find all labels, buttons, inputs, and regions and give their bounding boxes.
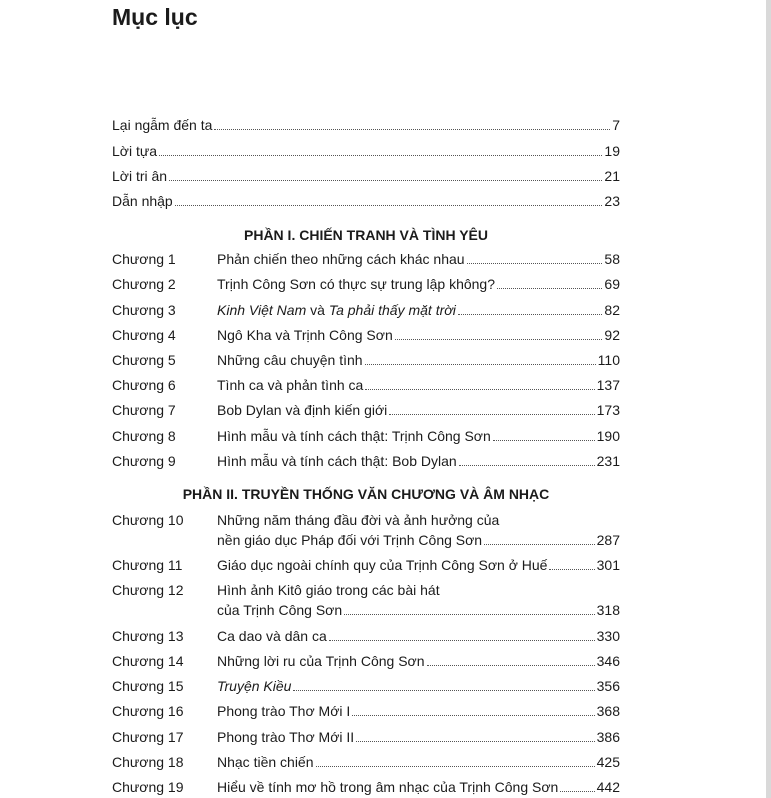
page-number: 82 [604,302,620,318]
toc-entry [112,777,620,797]
dot-leader [458,314,603,315]
entry-title [217,676,291,696]
entry-title: Những câu chuyện tình [217,352,363,368]
dot-leader [467,263,603,264]
entry-title: Phong trào Thơ Mới I [217,703,351,719]
dot-leader [427,665,595,666]
entry-title: Phản chiến theo những cách khác nhau [217,251,465,267]
dot-leader [395,339,603,340]
page-number: 92 [604,327,620,343]
page-number: 110 [597,352,620,368]
page-edge [766,0,771,798]
entry-title: Những lời ru của Trịnh Công Sơn [217,653,425,669]
dot-leader [316,766,595,767]
toc-entry [112,325,620,345]
page-number: 425 [596,754,620,770]
toc-entry [112,426,620,446]
dot-leader [169,180,602,181]
dot-leader [159,155,602,156]
page-number: 7 [612,117,620,133]
chapter-number: Chương 8 [112,428,176,444]
page-number: 287 [596,532,620,548]
dot-leader [365,364,596,365]
page-number: 21 [604,168,620,184]
entry-title: Dẫn nhập [112,193,173,209]
entry-title: Hiểu về tính mơ hồ trong âm nhạc của Trịnh Công Sơn [217,779,559,795]
entry-title-line2: của Trịnh Công Sơn [217,602,343,618]
chapter-number: Chương 11 [112,557,183,573]
chapter-number: Chương 17 [112,729,184,745]
entry-title: Tình ca và phản tình ca [217,377,364,393]
chapter-number: Chương 1 [112,251,176,267]
toc-entry [112,166,620,186]
toc-entry [112,375,620,395]
dot-leader [214,129,610,130]
page-number: 330 [596,628,620,644]
entry-title: Giáo dục ngoài chính quy của Trịnh Công Sơn ở Huế [217,557,548,573]
page-number: 301 [596,557,620,573]
dot-leader [293,690,594,691]
entry-title: Phong trào Thơ Mới II [217,729,355,745]
page-number: 190 [596,428,620,444]
entry-title: Ngô Kha và Trịnh Công Sơn [217,327,393,343]
chapter-number: Chương 9 [112,453,176,469]
chapter-number: Chương 16 [112,703,184,719]
page-number: 173 [596,402,620,418]
toc-entry [112,555,620,575]
page-number: 386 [596,729,620,745]
dot-leader [356,741,594,742]
chapter-number: Chương 10 [112,512,184,528]
toc-entry [112,400,620,420]
entry-title-line2: nền giáo dục Pháp đối với Trịnh Công Sơn [217,532,483,548]
entry-title: Bob Dylan và định kiến giới [217,402,388,418]
entry-title: Hình mẫu và tính cách thật: Trịnh Công Sơn [217,428,491,444]
toc-entry [112,451,620,471]
entry-title: Lời tri ân [112,168,168,184]
entry-title-line2-row [217,530,620,550]
dot-leader [352,715,594,716]
entry-title: Lời tựa [112,143,158,159]
toc-entry [112,191,620,211]
entry-title-joiner: và [306,302,329,318]
toc-entry [112,727,620,747]
toc-entry [112,651,620,671]
toc-entry [112,626,620,646]
entry-title-line1: Những năm tháng đầu đời và ảnh hưởng của [217,512,500,528]
part-heading: PHẦN I. CHIẾN TRANH VÀ TÌNH YÊU [244,227,488,243]
entry-title: Lại ngẫm đến ta [112,117,213,133]
page-number: 442 [596,779,620,795]
entry-title-italic: Truyện Kiều [217,678,292,694]
dot-leader [560,791,594,792]
entry-title-italic: Kinh Việt Nam [217,302,307,318]
toc-entry [112,141,620,161]
dot-leader [484,544,595,545]
page-number: 69 [604,276,620,292]
toc-entry [112,249,620,269]
dot-leader [497,288,602,289]
chapter-number: Chương 6 [112,377,176,393]
chapter-number: Chương 4 [112,327,176,343]
chapter-number: Chương 13 [112,628,184,644]
dot-leader [389,414,594,415]
page-number: 58 [604,251,620,267]
dot-leader [493,440,595,441]
toc-entry [112,115,620,135]
chapter-number: Chương 19 [112,779,184,795]
dot-leader [329,640,595,641]
chapter-number: Chương 5 [112,352,176,368]
chapter-number: Chương 7 [112,402,176,418]
entry-title-italic: Ta phải thấy mặt trời [328,302,456,318]
chapter-number: Chương 18 [112,754,184,770]
page-number: 137 [596,377,620,393]
toc-entry [112,676,620,696]
page-title: Mục lục [112,4,198,30]
entry-title-line2-row [217,600,620,620]
entry-title: Trịnh Công Sơn có thực sự trung lập không? [217,276,495,292]
dot-leader [549,569,594,570]
toc-entry [112,350,620,370]
entry-title-line1: Hình ảnh Kitô giáo trong các bài hát [217,582,440,598]
toc-entry [112,300,620,320]
chapter-number: Chương 14 [112,653,184,669]
page-number: 346 [596,653,620,669]
dot-leader [175,205,603,206]
chapter-number: Chương 15 [112,678,184,694]
page-number: 23 [604,193,620,209]
toc-entry [112,274,620,294]
page-number: 19 [604,143,620,159]
dot-leader [344,614,595,615]
page-number: 231 [596,453,620,469]
part-heading: PHẦN II. TRUYỀN THỐNG VĂN CHƯƠNG VÀ ÂM NHẠC [182,486,550,502]
chapter-number: Chương 12 [112,582,184,598]
chapter-number: Chương 2 [112,276,176,292]
entry-title: Nhạc tiền chiến [217,754,314,770]
page-number: 368 [596,703,620,719]
toc-entry [112,752,620,772]
dot-leader [459,465,595,466]
entry-title [217,300,456,320]
entry-title: Ca dao và dân ca [217,628,327,644]
dot-leader [365,389,594,390]
entry-title: Hình mẫu và tính cách thật: Bob Dylan [217,453,457,469]
page-number: 356 [596,678,620,694]
toc-entry [112,701,620,721]
page-number: 318 [596,602,620,618]
chapter-number: Chương 3 [112,302,176,318]
